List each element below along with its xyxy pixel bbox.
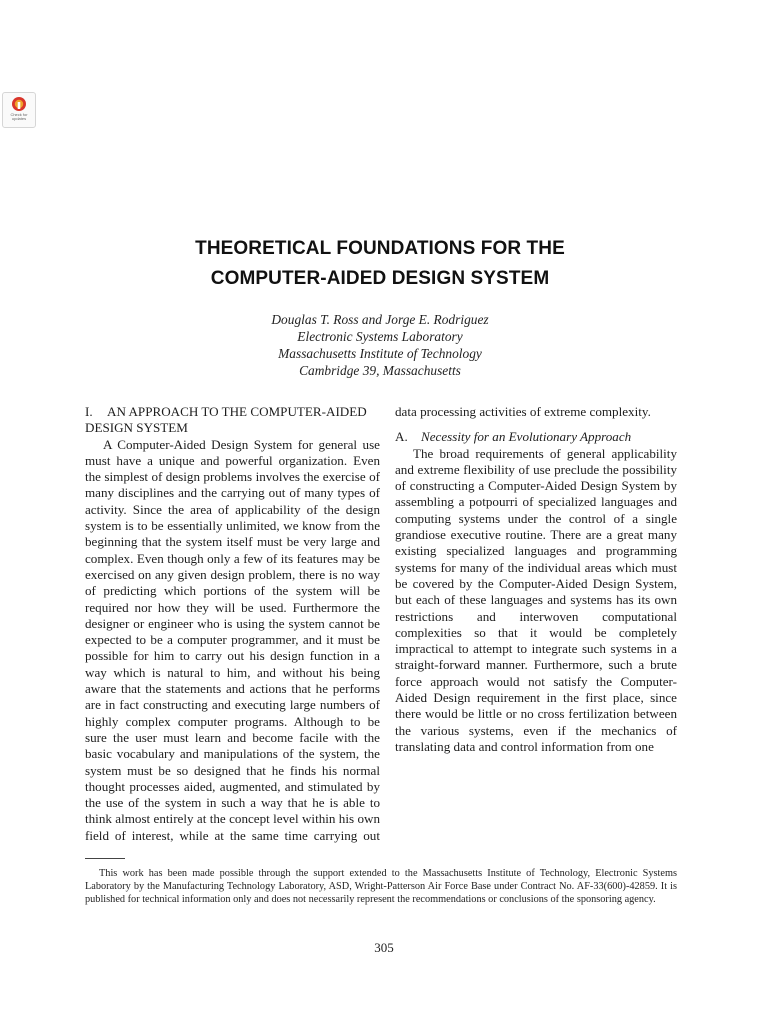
section-1-number: I. [85,404,93,419]
section-1-heading [85,404,380,437]
author-block [200,311,560,379]
check-for-updates-label: Check for updates [10,112,28,121]
subsection-a-number: A. [395,429,408,445]
left-column [85,404,380,844]
subsection-a-heading [395,429,677,445]
check-for-updates-badge[interactable] [2,92,36,128]
author-location: Cambridge 39, Massachusetts [299,363,461,378]
subsection-a-title: Necessity for an Evolutionary Approach [421,429,632,445]
author-affiliation-lab: Electronic Systems Laboratory [297,329,463,344]
author-affiliation-institute: Massachusetts Institute of Technology [278,346,482,361]
right-column [395,404,677,755]
footnote [85,867,677,906]
section-1-paragraph-1: A Computer-Aided Design System for general use must have a unique and powerful organization. Even the simplest of design problems involves the exercise of many disciplines and the carrying out of many types of activity. Since the area of applicability of the design system is to be essentially unlimited, we know from the beginning that the system itself must be very large and complex. Even though only a few of its features may be exercised on any given design problem, there is no way of predicting which portions of the system will be required nor how they will be used. Furthermore the designer or engineer who is using the system cannot be expected to be a computer programmer, and it must be possible for him to carry out his design function in a way which is natural to him, and without his being aware that the statements and actions that he performs are in fact constructing and executing large numbers of highly complex computer programs. Although to be sure the user must learn and become facile with the basic vocabulary and manipulations of the system, the system must be so designed that he finds his normal thought processes aided, augmented, and stimulated by the use of the system in such a way that he is able to think almost entirely at the concept level within his own field of interest, while at the same time carrying out [85,436,380,843]
footnote-divider [85,858,125,859]
page-number: 305 [374,940,394,955]
title-line-2: COMPUTER-AIDED DESIGN SYSTEM [210,268,550,289]
subsection-a-paragraph-1: The broad requirements of general applicability and extreme flexibility of use preclude the possibility of constructing a Computer-Aided Design System by assembling a potpourri of specialized languages and computing systems under the control of a single grandiose executive routine. There are a great many existing specialized languages and programming systems for many of the individual areas which must be covered by the Computer-Aided Design System, but each of these languages and systems has its own restrictions and interwoven computational complexities so that it would be completely impractical to attempt to integrate such systems in a straight-forward manner. Furthermore, such a brute force approach would not satisfy the Computer-Aided Design requirement in the first place, since there would be little or no cross fertilization between the various systems, even if the mechanics of translating data and control information from one [395,445,677,754]
footnote-text: This work has been made possible through the support extended to the Massachusetts Institute of Technology, Electronic Systems Laboratory by the Manufacturing Technology Laboratory, ASD, Wright-Patterson Air Force Base under Contract No. AF-33(600)-42859. It is published for technical information only and does not necessarily represent the recommendations or conclusions of the sponsoring agency. [85,868,677,905]
author-names: Douglas T. Ross and Jorge E. Rodriguez [271,312,489,327]
paper-title [160,234,600,294]
section-1-title: AN APPROACH TO THE COMPUTER-AIDED DESIGN SYSTEM [85,404,367,436]
title-line-1: THEORETICAL FOUNDATIONS FOR THE [195,238,565,259]
check-for-updates-icon [11,96,27,112]
section-1-paragraph-1-continued: data processing activities of extreme complexity. [395,404,651,419]
